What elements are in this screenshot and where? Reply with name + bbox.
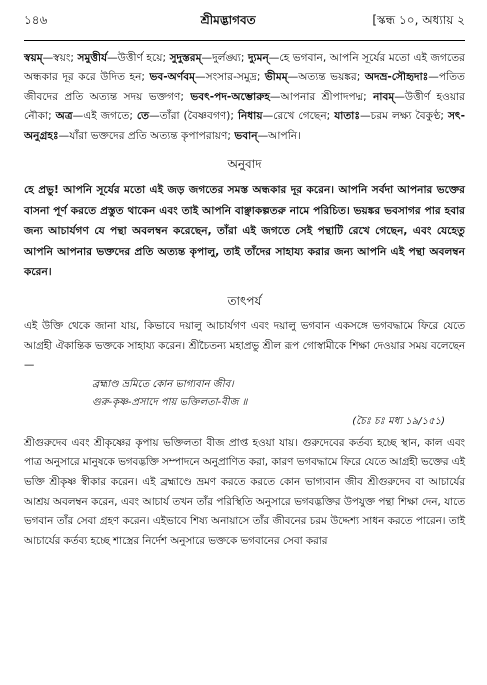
chapter-reference: [স্কন্ধ ১০, অধ্যায় ২: [372, 13, 465, 27]
synonym-meaning: তাঁরা (বৈষ্ণবগণ);: [159, 110, 238, 123]
synonym-term: ভবৎ-পদ-অম্ভোরুহ: [190, 90, 270, 103]
page-number: ১৪৬: [24, 13, 48, 27]
synonym-meaning: যাঁরা ভক্তদের প্রতি অত্যন্ত কৃপাপরায়ণ;: [69, 129, 235, 142]
synonym-meaning: স্বয়ং;: [53, 52, 78, 64]
word-meanings: স্বয়ম্—স্বয়ং; সমুত্তীর্য—উত্তীর্ণ হয়ে; সুদুস্তরম্—দুর্লঙ্ঘ্য; দ্যুমন্—হে ভগবান, আপনি সূর্যের মতো এই জগতের অন্ধকার দূর করে উদিত হন; ভব-অর্ণবম্—সংসার-সমুদ্র; ভীমম্—অত্যন্ত ভয়ঙ্কর; অদভ্র-সৌহৃদাঃ—পতিত জীবদের প্রতি অত্যন্ত সদয় ভক্তগণ; ভবৎ-পদ-অম্ভোরুহ—আপনার শ্রীপাদপদ্ম; নাবম্—উত্তীর্ণ হওয়ার নৌকা; অত্র—এই জগতে; তে—তাঁরা (বৈষ্ণবগণ); নিধায়—রেখে গেছেন; যাতাঃ—চরম লক্ষ্য বৈকুণ্ঠ; সৎ-অনুগ্রহঃ—যাঁরা ভক্তদের প্রতি অত্যন্ত কৃপাপরায়ণ; ভবান্—আপনি।: [24, 52, 466, 142]
synonym-term: নাবম্: [373, 90, 395, 103]
synonym-meaning: রেখে গেছেন;: [273, 110, 335, 123]
synonym-meaning: আপনি।: [268, 129, 301, 142]
synonym-term: যাতাঃ: [334, 110, 361, 123]
synonym-term: দ্যুমন্: [247, 52, 269, 64]
book-title: শ্রীমদ্ভাগবত: [200, 13, 256, 27]
synonym-meaning: আপনার শ্রীপাদপদ্ম;: [280, 90, 374, 103]
synonym-term: অদভ্র-সৌহৃদাঃ: [364, 71, 429, 84]
synonym-meaning: উত্তীর্ণ হয়ে;: [117, 52, 170, 64]
verse-reference: (চৈঃ চঃ মধ্য ১৯/১৫১): [352, 415, 445, 427]
synonym-meaning: পতিত জীবদের প্রতি অত্যন্ত সদয় ভক্তগণ;: [24, 71, 466, 103]
synonym-term: ভীমম্: [264, 71, 288, 84]
synonym-term: সুদুস্তরম্: [169, 52, 202, 64]
purport-heading: তাৎপর্য: [227, 294, 262, 308]
synonym-term: সমুত্তীর্য: [77, 52, 108, 64]
synonym-term: সৎ-অনুগ্রহঃ: [24, 110, 465, 142]
synonym-meaning: উত্তীর্ণ হওয়ার নৌকা;: [24, 90, 466, 123]
page-header: [24, 0, 465, 36]
synonym-meaning: অত্যন্ত ভয়ঙ্কর;: [298, 71, 365, 84]
translation-heading: অনুবাদ: [227, 157, 262, 172]
synonym-term: ভবান্: [234, 129, 258, 142]
synonym-term: ভব-অর্ণবম্: [149, 71, 196, 84]
synonym-term: নিধায়: [237, 110, 263, 123]
synonym-meaning: হে ভগবান, আপনি সূর্যের মতো এই জগতের অন্ধকার দূর করে উদিত হন;: [24, 52, 465, 84]
quoted-verse-line-2: গুরু-কৃষ্ণ-প্রসাদে পায় ভক্তিলতা-বীজ ॥: [92, 396, 248, 408]
synonym-meaning: চরম লক্ষ্য বৈকুণ্ঠ;: [370, 110, 448, 123]
purport-paragraph-1: এই উক্তি থেকে জানা যায়, কিভাবে দয়ালু আচার্যগণ এবং দয়ালু ভগবান একসঙ্গে ভগবদ্ধামে ফিরে যেতে আগ্রহী ঐকান্তিক ভক্তকে সাহায্য করেন। শ্রীচৈতন্য মহাপ্রভু শ্রীল রূপ গোস্বামীকে শিক্ষা দেওয়ার সময় বলেছেন—: [24, 320, 465, 372]
synonym-meaning: দুর্লঙ্ঘ্য;: [212, 52, 248, 64]
synonym-term: স্বয়ম্: [24, 52, 43, 64]
header-rule: [24, 40, 465, 41]
synonym-meaning: সংসার-সমুদ্র;: [205, 71, 265, 84]
quoted-verse-line-1: ব্রহ্মাণ্ড ভ্রমিতে কোন ভাগ্যবান জীব।: [92, 378, 234, 390]
synonym-term: তে: [136, 110, 150, 123]
synonym-meaning: এই জগতে;: [83, 110, 137, 123]
purport-paragraph-2: শ্রীগুরুদেব এবং শ্রীকৃষ্ণের কৃপায় ভক্তিলতা বীজ প্রাপ্ত হওয়া যায়। গুরুদেবের কর্তব্য হচ্ছে স্থান, কাল এবং পাত্র অনুসারে মানুষকে ভগবদ্ভক্তি সম্পাদনে অনুপ্রাণিত করা, কারণ ভগবদ্ধামে ফিরে যেতে আগ্রহী ভক্তের এই ভক্তি শ্রীকৃষ্ণ স্বীকার করেন। এই ব্রহ্মাণ্ডে ভ্রমণ করতে করতে কোন ভাগ্যবান জীব শ্রীগুরুদেব বা আচার্যের আশ্রয় অবলম্বন করেন, এবং আচার্য তখন তাঁর পরিস্থিতি অনুসারে ভগবদ্ভক্তির উপযুক্ত পন্থা শিক্ষা দেন, যাতে ভগবান তাঁর সেবা গ্রহণ করেন। এইভাবে শিষ্য অনায়াসে তাঁর জীবনের চরম উদ্দেশ্য সাধন করতে পারেন। তাই আচার্যের কর্তব্য হচ্ছে শাস্ত্রের নির্দেশ অনুসারে ভক্তকে ভগবানের সেবা করার: [24, 436, 465, 547]
translation-text: হে প্রভু! আপনি সূর্যের মতো এই জড় জগতের সমস্ত অন্ধকার দূর করেন। আপনি সর্বদা আপনার ভক্তের বাসনা পূর্ণ করতে প্রস্তুত থাকেন এবং তাই আপনি বাঞ্ছাকল্পতরু নামে পরিচিত। ভয়ঙ্কর ভবসাগর পার হবার জন্য আচার্যগণ যে পন্থা অবলম্বন করেছেন, তাঁরা এই জগতে সেই পন্থাটি রেখে গেছেন, এবং যেহেতু আপনি আপনার ভক্তদের প্রতি অত্যন্ত কৃপালু, তাই তাঁদের সাহায্য করার জন্য আপনি এই পন্থা অবলম্বন করেন।: [24, 184, 465, 279]
synonym-term: অত্র: [55, 110, 73, 123]
